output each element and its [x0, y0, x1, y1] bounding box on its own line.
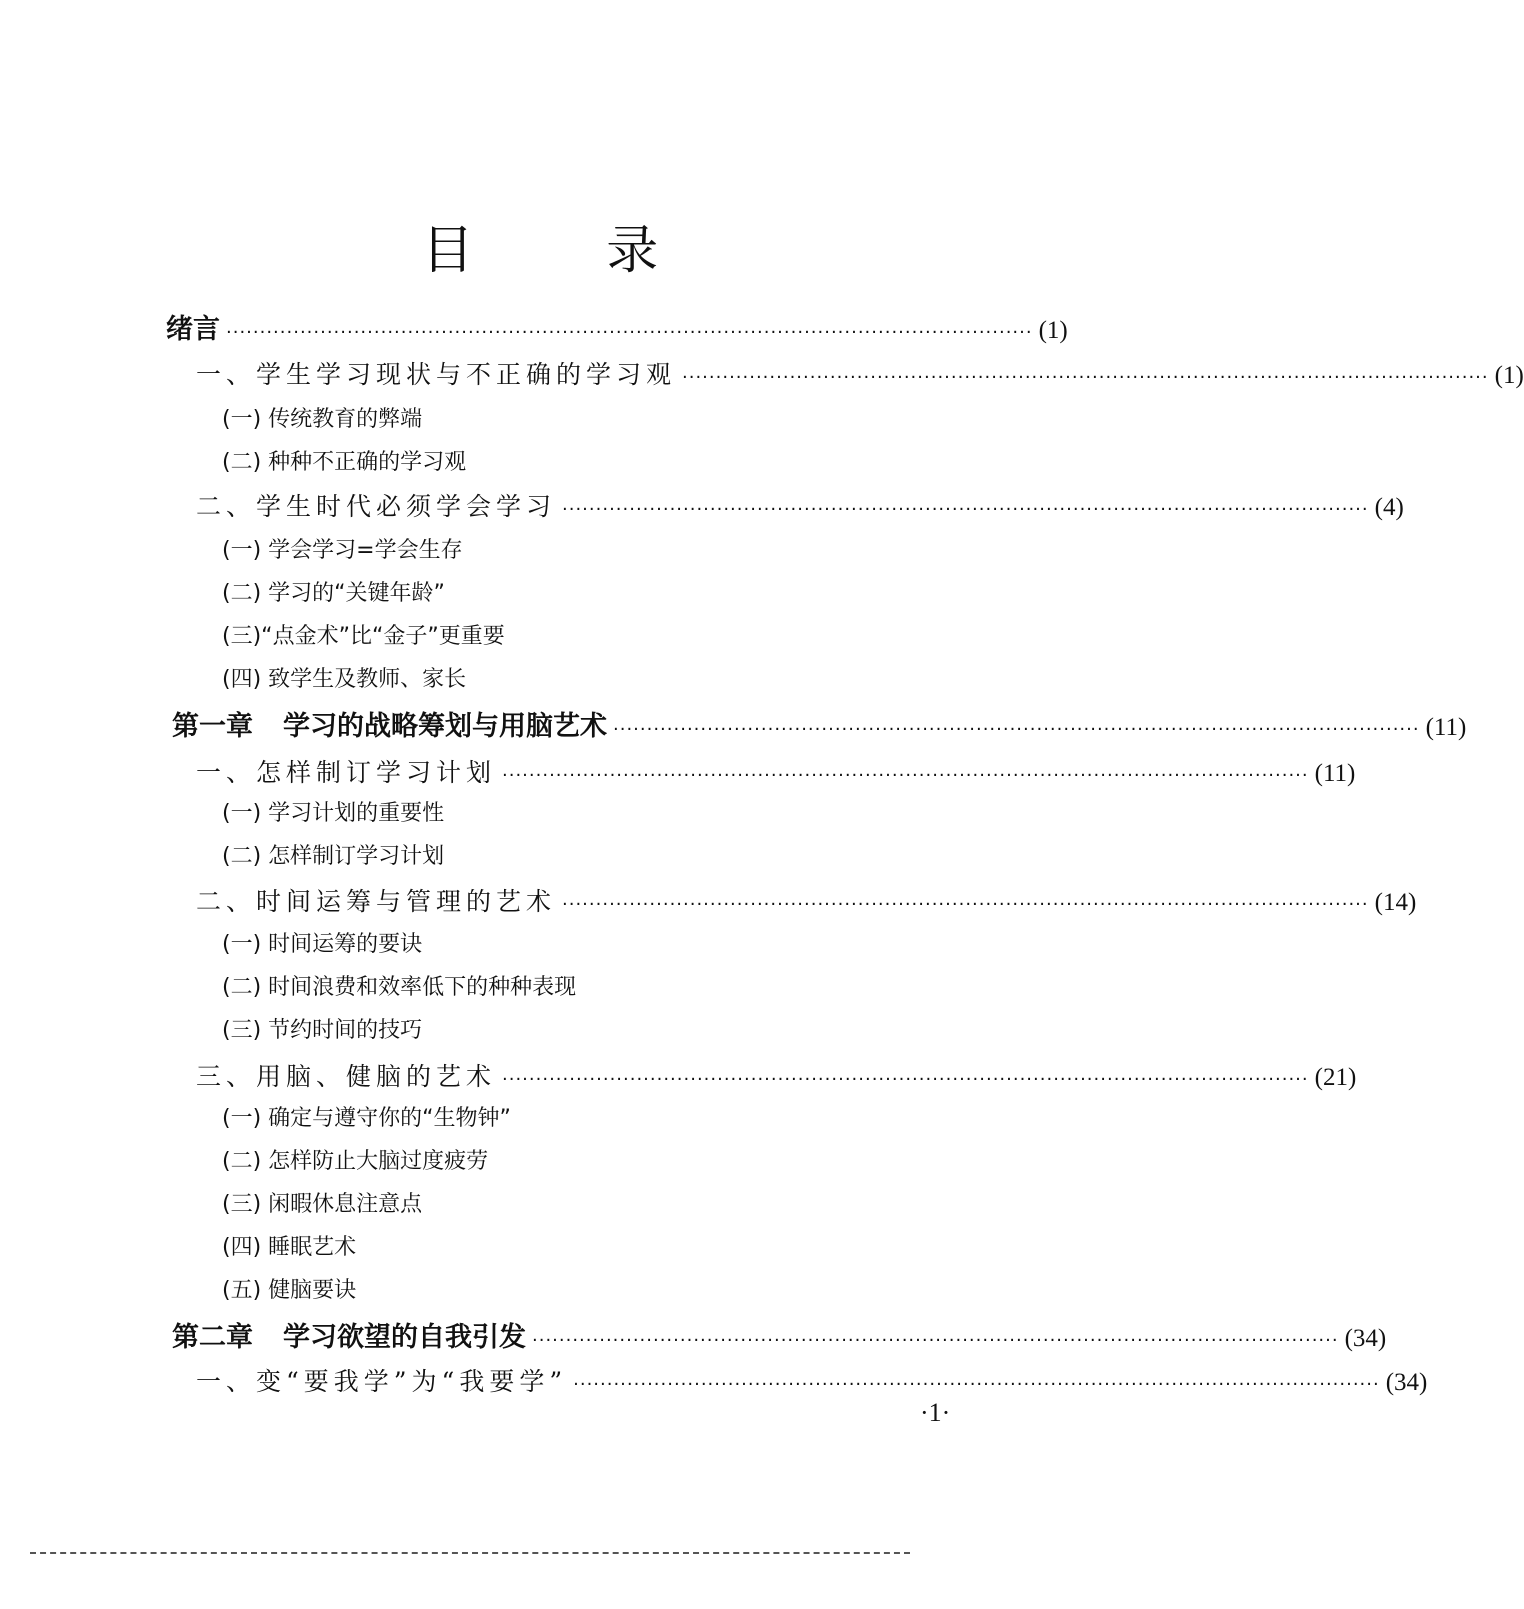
toc-entry-title: (一) 确定与遵守你的“生物钟” [222, 1106, 511, 1131]
toc-section [196, 487, 1404, 527]
toc-entry-title: (四) 致学生及教师、家长 [222, 667, 467, 692]
dot-leader: ························································································································ [562, 894, 1369, 915]
toc-subsection [222, 619, 505, 659]
chapter-number: 第二章 [172, 1322, 253, 1353]
chapter-title: 学习的战略筹划与用脑艺术 [283, 711, 607, 742]
dot-leader: ························································································································ [502, 765, 1309, 786]
toc-page-number: (34) [1385, 1369, 1428, 1396]
chapter-number: 第一章 [172, 711, 253, 742]
toc-entry-title: (一) 时间运筹的要诀 [222, 932, 423, 957]
dot-leader: ························································································································ [562, 499, 1369, 520]
toc-page-number: (11) [1425, 714, 1467, 741]
toc-subsection [222, 1273, 356, 1313]
toc-section [196, 1362, 1428, 1402]
toc-chapter [172, 704, 1467, 744]
dot-leader: ························································································································ [502, 1069, 1309, 1090]
toc-entry-title: (一) 学会学习=学会生存 [222, 538, 463, 563]
toc-entry-title: 一、怎样制订学习计划 [196, 758, 497, 787]
toc-page-number: (1) [1494, 362, 1524, 389]
toc-section [196, 355, 1524, 395]
toc-chapter [166, 307, 1068, 347]
dot-leader: ························································································································ [573, 1374, 1380, 1395]
toc-entry-title: 一、变“要我学”为“我要学” [196, 1367, 568, 1396]
toc-subsection [222, 533, 463, 573]
toc-subsection [222, 402, 422, 442]
toc-subsection [222, 970, 576, 1010]
toc-subsection [222, 445, 466, 485]
toc-entry-title: (二) 时间浪费和效率低下的种种表现 [222, 975, 577, 1000]
toc-section [196, 882, 1417, 922]
toc-subsection [222, 927, 422, 967]
toc-page-number: (11) [1314, 760, 1356, 787]
toc-entry-title: (四) 睡眠艺术 [222, 1235, 357, 1260]
scan-edge-line [30, 1552, 910, 1554]
page-title: 目 录 [421, 221, 717, 281]
toc-entry-title [172, 1315, 526, 1354]
toc-entry-title: 绪言 [166, 314, 220, 345]
toc-entry-title: (二) 种种不正确的学习观 [222, 450, 467, 475]
dot-leader: ························································································································ [532, 1330, 1339, 1351]
toc-entry-title: (三) 闲暇休息注意点 [222, 1192, 423, 1217]
toc-entry-title: (一) 传统教育的弊端 [222, 407, 423, 432]
toc-section [196, 753, 1356, 793]
page-number: ·1· [920, 1398, 951, 1427]
toc-page-number: (14) [1374, 889, 1417, 916]
toc-subsection [222, 1144, 488, 1184]
toc-subsection [222, 1187, 422, 1227]
toc-entry-title: 二、学生时代必须学会学习 [196, 492, 557, 521]
toc-entry-title: (一) 学习计划的重要性 [222, 801, 445, 826]
toc-page-number: (1) [1038, 317, 1068, 344]
toc-page-number: (34) [1344, 1325, 1387, 1352]
toc-entry-title: 二、时间运筹与管理的艺术 [196, 887, 557, 916]
toc-subsection [222, 662, 466, 702]
toc-entry-title: 三、用脑、健脑的艺术 [196, 1062, 497, 1091]
toc-section [196, 1057, 1357, 1097]
toc-subsection [222, 1101, 511, 1141]
toc-subsection [222, 796, 444, 836]
dot-leader: ························································································································ [613, 719, 1420, 740]
toc-subsection [222, 1013, 422, 1053]
toc-entry-title: (二) 怎样防止大脑过度疲劳 [222, 1149, 489, 1174]
toc-entry-title: (三) 节约时间的技巧 [222, 1018, 423, 1043]
toc-subsection [222, 576, 445, 616]
dot-leader: ························································································································ [682, 367, 1489, 388]
toc-subsection [222, 1230, 356, 1270]
dot-leader: ························································································································ [226, 322, 1033, 343]
toc-subsection [222, 839, 444, 879]
toc-page-number: (21) [1314, 1064, 1357, 1091]
toc-entry-title [172, 704, 607, 743]
toc-chapter [172, 1315, 1387, 1355]
toc-entry-title: 一、学生学习现状与不正确的学习观 [196, 360, 677, 389]
toc-entry-title: (二) 学习的“关键年龄” [222, 581, 445, 606]
toc-entry-title: (二) 怎样制订学习计划 [222, 844, 445, 869]
toc-entry-title: (三)“点金术”比“金子”更重要 [222, 624, 505, 649]
toc-page-number: (4) [1374, 494, 1404, 521]
toc-entry-title: (五) 健脑要诀 [222, 1278, 357, 1303]
chapter-title: 学习欲望的自我引发 [283, 1322, 526, 1353]
